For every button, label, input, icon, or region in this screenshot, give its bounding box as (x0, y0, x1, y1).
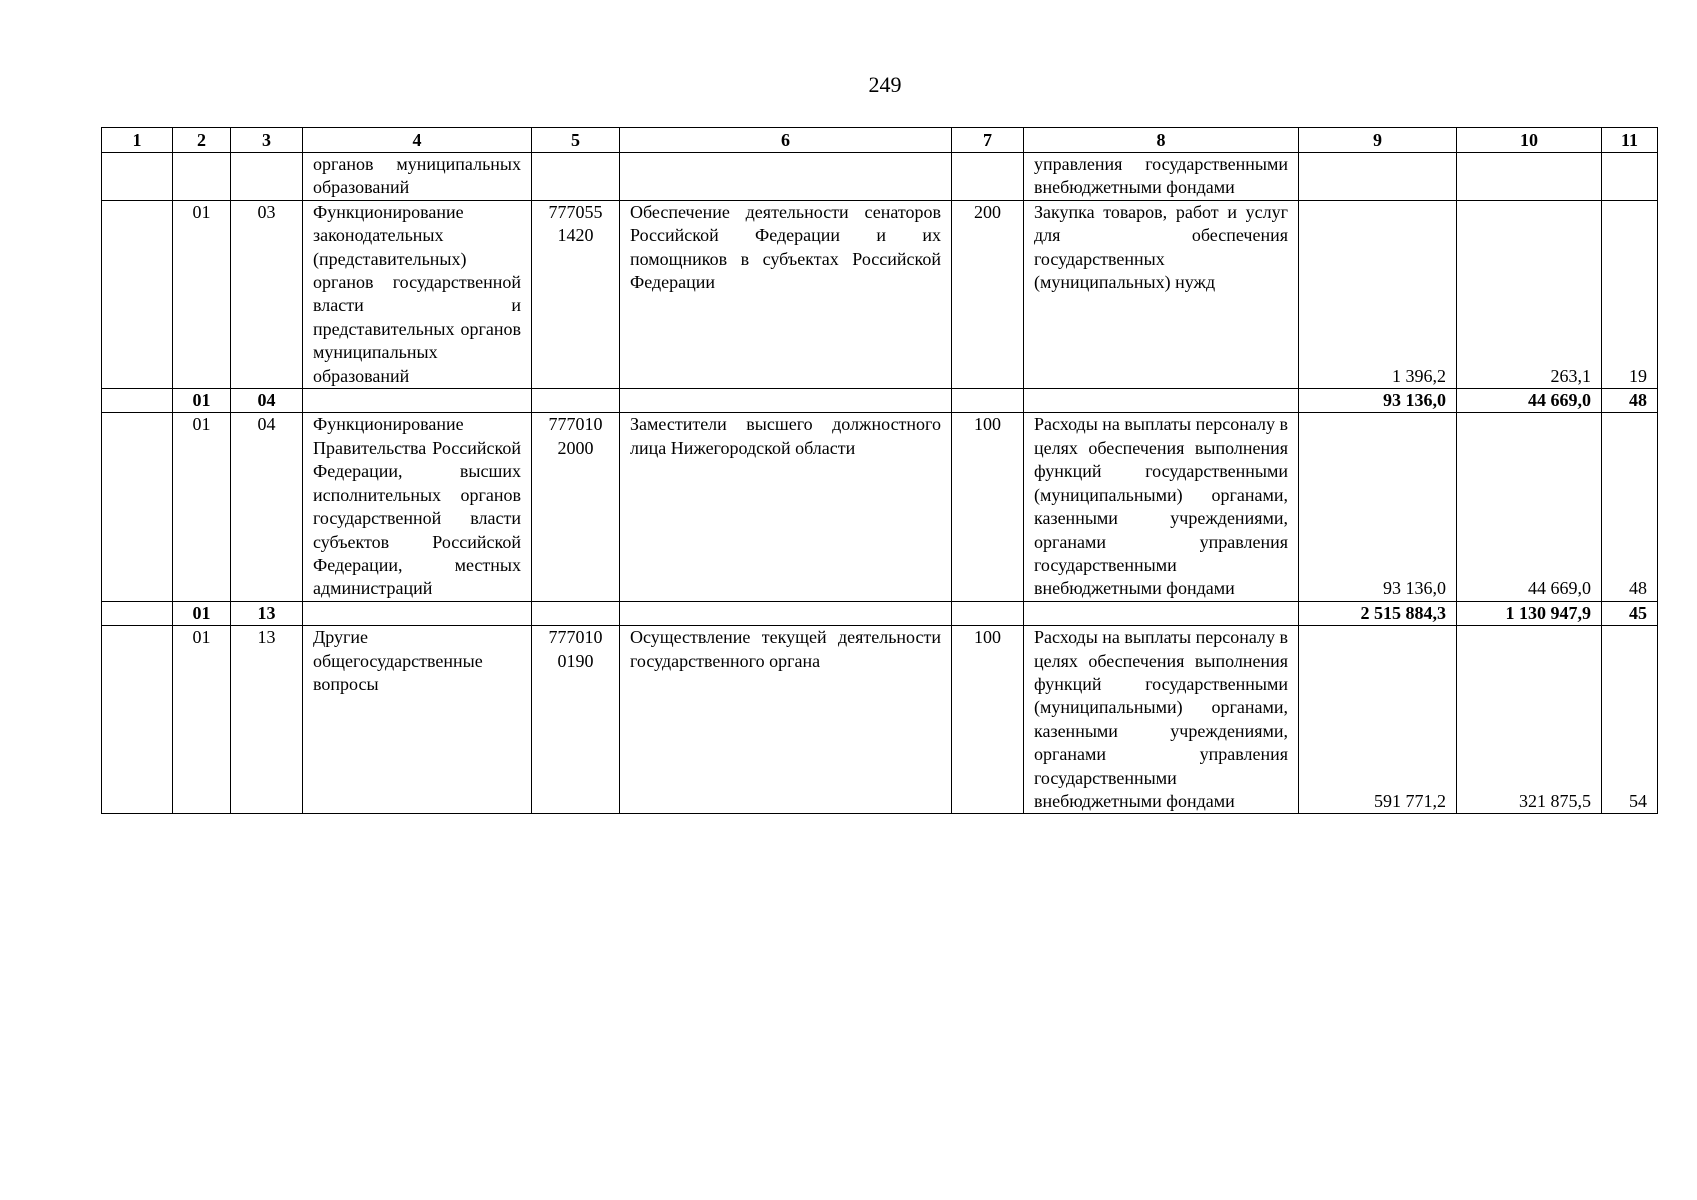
table-cell (102, 153, 173, 201)
target-article-cell: 777010 0190 (532, 626, 620, 814)
column-header: 10 (1457, 128, 1602, 153)
column-header: 9 (1299, 128, 1457, 153)
table-cell (102, 200, 173, 388)
table-cell (102, 413, 173, 601)
section-code-cell: 01 (173, 601, 231, 625)
target-article-cell (532, 153, 620, 201)
amount-cell (1457, 153, 1602, 201)
amount-cell (1299, 153, 1457, 201)
amount-cell: 44 669,0 (1457, 389, 1602, 413)
amount-cell: 263,1 (1457, 200, 1602, 388)
expense-type-cell: 100 (952, 413, 1024, 601)
table-cell (102, 626, 173, 814)
column-header: 2 (173, 128, 231, 153)
table-cell (1024, 601, 1299, 625)
table-cell (532, 601, 620, 625)
table-cell (231, 153, 303, 201)
section-code-cell: 01 (173, 200, 231, 388)
percent-cell: 45 (1602, 601, 1658, 625)
table-cell (303, 389, 532, 413)
column-header: 6 (620, 128, 952, 153)
table-cell (532, 389, 620, 413)
table-cell (102, 601, 173, 625)
target-article-name-cell: Осуществление текущей деятельности государственного органа (620, 626, 952, 814)
expense-type-name-cell: управления государственными внебюджетными фондами (1024, 153, 1299, 201)
column-header: 7 (952, 128, 1024, 153)
section-code-cell: 01 (173, 389, 231, 413)
section-code-cell: 01 (173, 626, 231, 814)
percent-cell: 19 (1602, 200, 1658, 388)
percent-cell: 54 (1602, 626, 1658, 814)
section-name-cell: Функционирование законодательных (представительных) органов государственной власти и представительных органов муниципальных образований (303, 200, 532, 388)
amount-cell: 44 669,0 (1457, 413, 1602, 601)
table-cell (173, 153, 231, 201)
expense-type-cell (952, 153, 1024, 201)
section-name-cell: органов муниципальных образований (303, 153, 532, 201)
table-cell (952, 389, 1024, 413)
subtotal-row (102, 601, 1658, 625)
amount-cell: 93 136,0 (1299, 389, 1457, 413)
column-header: 3 (231, 128, 303, 153)
table-header-row (102, 128, 1658, 153)
table-cell (620, 389, 952, 413)
expense-type-name-cell: Расходы на выплаты персоналу в целях обеспечения выполнения функций государственными (муниципальными) органами, казенными учреждениями, органами управления государственными внебюджетными фондами (1024, 626, 1299, 814)
amount-cell: 1 396,2 (1299, 200, 1457, 388)
table-row (102, 626, 1658, 814)
expense-type-cell: 100 (952, 626, 1024, 814)
table-cell (303, 601, 532, 625)
target-article-name-cell: Заместители высшего должностного лица Нижегородской области (620, 413, 952, 601)
section-name-cell: Функционирование Правительства Российской Федерации, высших исполнительных органов государственной власти субъектов Российской Федерации, местных администраций (303, 413, 532, 601)
column-header: 8 (1024, 128, 1299, 153)
expense-type-name-cell: Закупка товаров, работ и услуг для обеспечения государственных (муниципальных) нужд (1024, 200, 1299, 388)
amount-cell: 93 136,0 (1299, 413, 1457, 601)
table-cell (1024, 389, 1299, 413)
amount-cell: 321 875,5 (1457, 626, 1602, 814)
table-row (102, 413, 1658, 601)
budget-table (101, 127, 1658, 814)
target-article-name-cell: Обеспечение деятельности сенаторов Российской Федерации и их помощников в субъектах Российской Федерации (620, 200, 952, 388)
column-header: 11 (1602, 128, 1658, 153)
table-cell (620, 601, 952, 625)
table-cell (102, 389, 173, 413)
expense-type-name-cell: Расходы на выплаты персоналу в целях обеспечения выполнения функций государственными (муниципальными) органами, казенными учреждениями, органами управления государственными внебюджетными фондами (1024, 413, 1299, 601)
page-number: 249 (868, 72, 902, 97)
column-header: 4 (303, 128, 532, 153)
target-article-cell: 777055 1420 (532, 200, 620, 388)
subsection-code-cell: 04 (231, 389, 303, 413)
subsection-code-cell: 13 (231, 601, 303, 625)
table-row (102, 200, 1658, 388)
column-header: 1 (102, 128, 173, 153)
subtotal-row (102, 389, 1658, 413)
amount-cell: 591 771,2 (1299, 626, 1457, 814)
amount-cell: 2 515 884,3 (1299, 601, 1457, 625)
subsection-code-cell: 04 (231, 413, 303, 601)
column-header: 5 (532, 128, 620, 153)
target-article-name-cell (620, 153, 952, 201)
section-name-cell: Другие общегосударственные вопросы (303, 626, 532, 814)
percent-cell: 48 (1602, 413, 1658, 601)
subsection-code-cell: 13 (231, 626, 303, 814)
expense-type-cell: 200 (952, 200, 1024, 388)
target-article-cell: 777010 2000 (532, 413, 620, 601)
table-row (102, 153, 1658, 201)
percent-cell: 48 (1602, 389, 1658, 413)
amount-cell: 1 130 947,9 (1457, 601, 1602, 625)
percent-cell (1602, 153, 1658, 201)
table-cell (952, 601, 1024, 625)
section-code-cell: 01 (173, 413, 231, 601)
subsection-code-cell: 03 (231, 200, 303, 388)
